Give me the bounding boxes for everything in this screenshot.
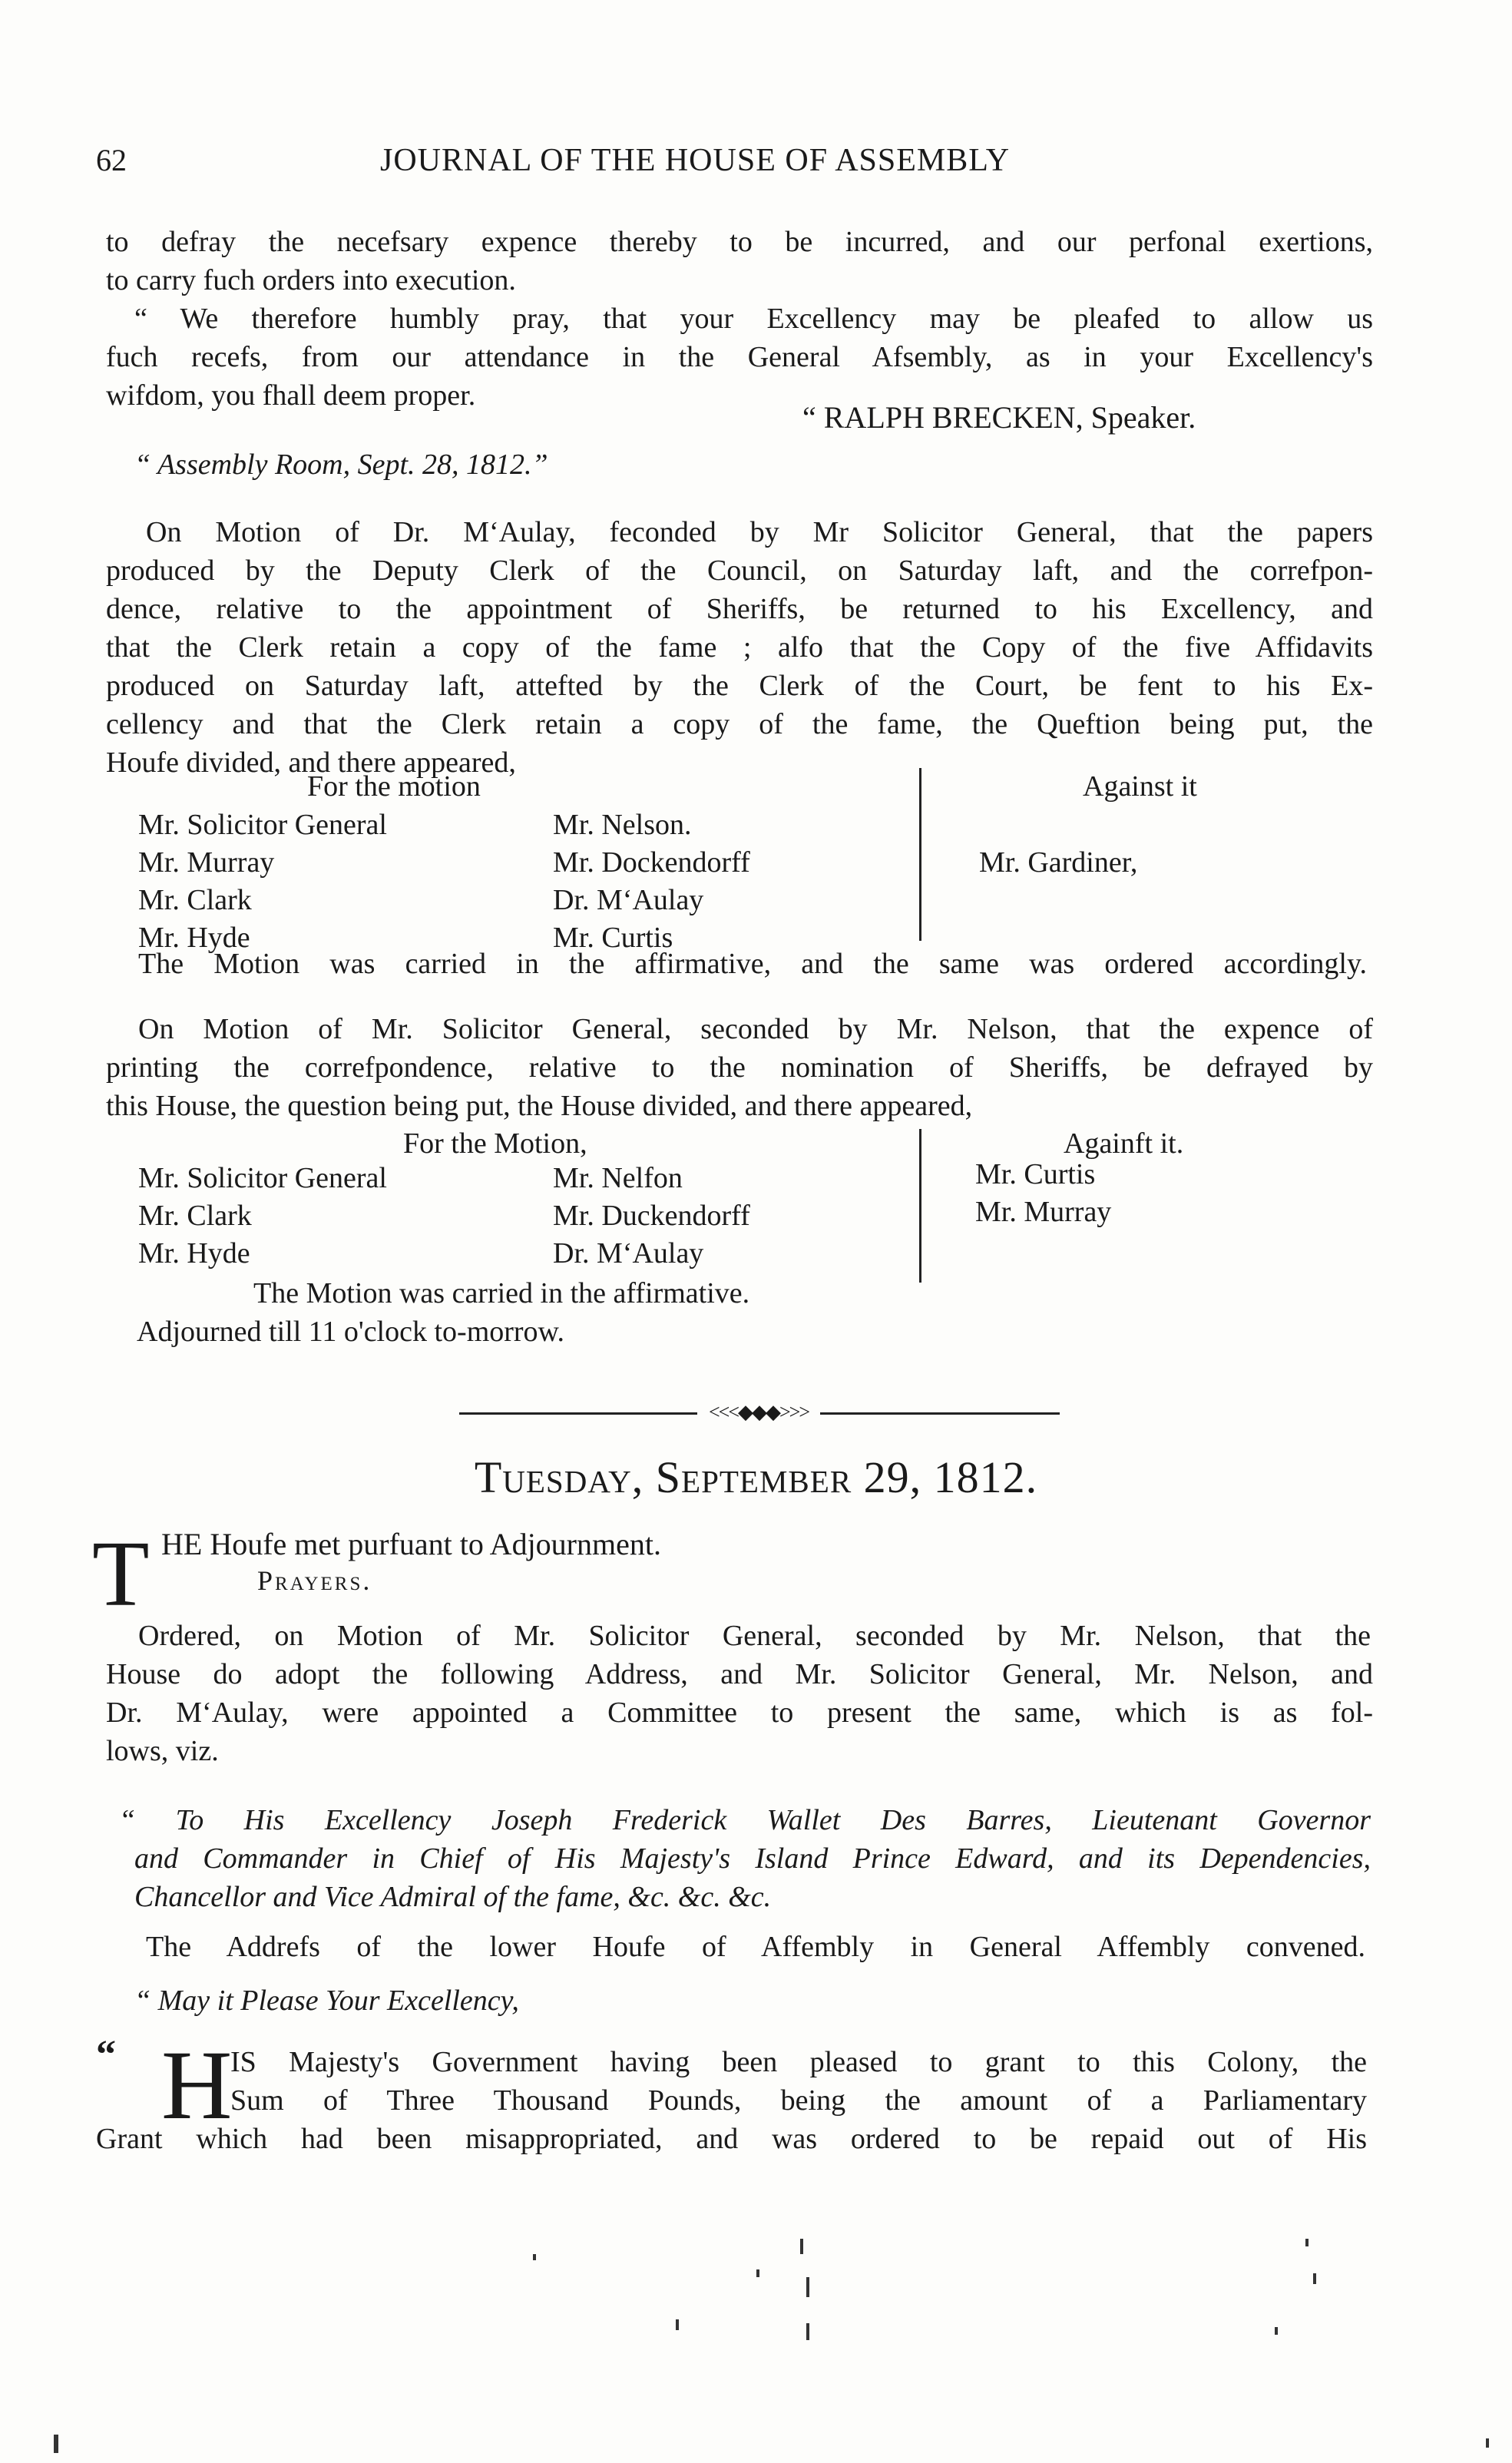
- scan-speck: [1486, 2438, 1489, 2448]
- motion2-for-column-1: [138, 1160, 387, 1273]
- scan-speck: [676, 2319, 679, 2330]
- member-name: Dr. M‘Aulay: [553, 1237, 704, 1270]
- scan-speck: [756, 2269, 759, 2277]
- motion2-line: On Motion of Mr. Solicitor General, seconded by Mr. Nelson, that the expence of: [138, 1013, 1373, 1045]
- address-body-line: Sum of Three Thousand Pounds, being the amount of a Parliamentary: [230, 2084, 1367, 2117]
- motion1-against-column: [979, 844, 1137, 882]
- motion1-line: produced by the Deputy Clerk of the Council, on Saturday laft, and the correfpon-: [106, 555, 1373, 587]
- motion1-line: that the Clerk retain a copy of the fame ; alfo that the Copy of the five Affidavits: [106, 631, 1373, 664]
- address-body-line: IS Majesty's Government having been pleased to grant to this Colony, the: [230, 2046, 1367, 2078]
- motion1-line: Houfe divided, and there appeared,: [106, 747, 516, 779]
- motion1-against-heading: Against it: [1083, 770, 1197, 803]
- day-heading: Tuesday, September 29, 1812.: [474, 1452, 1038, 1502]
- motion2-result: The Motion was carried in the affirmative.: [253, 1277, 750, 1309]
- scan-speck: [806, 2323, 809, 2340]
- member-name: Mr. Nelfon: [553, 1162, 683, 1194]
- address-heading-line: “ To His Excellency Joseph Frederick Wallet Des Barres, Lieutenant Governor: [119, 1804, 1371, 1836]
- address-intro: The Addrefs of the lower Houfe of Affembly in General Affembly convened.: [146, 1931, 1365, 1963]
- motion1-line: On Motion of Dr. M‘Aulay, feconded by Mr Solicitor General, that the papers: [146, 516, 1373, 548]
- opening-quote-mark: “: [96, 2033, 116, 2077]
- scan-speck: [800, 2239, 803, 2254]
- petition-line: to defray the necefsary expence thereby to be incurred, and our perfonal exertions,: [106, 226, 1373, 258]
- drop-cap: H: [161, 2031, 233, 2140]
- running-header: [96, 142, 1363, 188]
- ordered-line: Ordered, on Motion of Mr. Solicitor General, seconded by Mr. Nelson, that the: [138, 1620, 1371, 1652]
- member-name: Mr. Gardiner,: [979, 846, 1138, 879]
- member-name: Mr. Murray: [975, 1196, 1112, 1228]
- motion1-line: cellency and that the Clerk retain a copy of the fame, the Queftion being put, the: [106, 708, 1373, 740]
- scan-speck: [1275, 2327, 1278, 2335]
- speaker-signature: “ RALPH BRECKEN, Speaker.: [802, 400, 1196, 435]
- petition-line: “ We therefore humbly pray, that your Excellency may be pleafed to allow us: [134, 303, 1373, 335]
- member-name: Mr. Duckendorff: [553, 1200, 750, 1232]
- member-name: Mr. Nelson.: [553, 809, 692, 841]
- petition-line: to carry fuch orders into execution.: [106, 264, 516, 296]
- opening-line: HE Houfe met purfuant to Adjournment.: [161, 1527, 661, 1561]
- scan-speck: [533, 2254, 536, 2260]
- adjournment-note: Adjourned till 11 o'clock to-morrow.: [137, 1316, 565, 1348]
- division-rule: [919, 1129, 921, 1283]
- drop-cap: T: [92, 1522, 150, 1626]
- division-rule: [919, 768, 921, 941]
- scan-speck: [1313, 2273, 1316, 2284]
- member-name: Mr. Clark: [138, 884, 252, 916]
- address-salutation: “ May it Please Your Excellency,: [134, 1985, 519, 2017]
- ordered-line: House do adopt the following Address, and Mr. Solicitor General, Mr. Nelson, and: [106, 1658, 1373, 1690]
- scan-speck: [54, 2435, 58, 2453]
- motion1-for-column-2: [553, 806, 750, 957]
- scan-speck: [806, 2277, 809, 2297]
- ordered-line: lows, viz.: [106, 1735, 219, 1767]
- page-number: 62: [96, 143, 127, 177]
- member-name: Mr. Curtis: [975, 1158, 1096, 1190]
- member-name: Mr. Solicitor General: [138, 1162, 387, 1194]
- motion2-line: printing the correfpondence, relative to the nomination of Sheriffs, be defrayed by: [106, 1051, 1373, 1084]
- prayers-note: Prayers.: [257, 1565, 372, 1596]
- motion1-line: produced on Saturday laft, attefted by the Clerk of the Court, be fent to his Ex-: [106, 670, 1373, 702]
- address-heading-line: Chancellor and Vice Admiral of the fame, &c. &c. &c.: [134, 1881, 772, 1913]
- assembly-dateline: “ Assembly Room, Sept. 28, 1812.”: [134, 449, 548, 481]
- member-name: Mr. Murray: [138, 846, 275, 879]
- motion2-line: this House, the question being put, the House divided, and there appeared,: [106, 1090, 973, 1122]
- journal-title: JOURNAL OF THE HOUSE OF ASSEMBLY: [380, 143, 1011, 178]
- motion2-against-heading: Againft it.: [1064, 1127, 1184, 1160]
- petition-line: fuch recefs, from our attendance in the General Afsembly, as in your Excellency's: [106, 341, 1373, 373]
- address-heading-line: and Commander in Chief of His Majesty's Island Prince Edward, and its Dependencies,: [134, 1842, 1371, 1875]
- member-name: Mr. Clark: [138, 1200, 252, 1232]
- motion1-for-column-1: [138, 806, 387, 957]
- motion1-for-heading: For the motion: [307, 770, 481, 803]
- ornament-icon: <<<◆◆◆>>>: [709, 1401, 809, 1423]
- member-name: Dr. M‘Aulay: [553, 884, 704, 916]
- member-name: Mr. Hyde: [138, 1237, 250, 1270]
- ornament-rule-left: [459, 1412, 697, 1415]
- member-name: Mr. Curtis: [553, 922, 673, 954]
- motion2-for-column-2: [553, 1160, 750, 1273]
- ordered-line: Dr. M‘Aulay, were appointed a Committee to present the same, which is as fol-: [106, 1697, 1373, 1729]
- motion2-for-heading: For the Motion,: [403, 1127, 587, 1160]
- member-name: Mr. Hyde: [138, 922, 250, 954]
- motion2-against-column: [975, 1156, 1111, 1231]
- member-name: Mr. Solicitor General: [138, 809, 387, 841]
- ornament-rule-right: [820, 1412, 1060, 1415]
- member-name: Mr. Dockendorff: [553, 846, 750, 879]
- scan-speck: [1305, 2239, 1309, 2246]
- motion1-line: dence, relative to the appointment of Sheriffs, be returned to his Excellency, and: [106, 593, 1373, 625]
- petition-line: wifdom, you fhall deem proper.: [106, 379, 476, 412]
- address-body-line: Grant which had been misappropriated, and was ordered to be repaid out of His: [96, 2123, 1367, 2155]
- motion1-result: The Motion was carried in the affirmative, and the same was ordered accordingly.: [138, 948, 1367, 980]
